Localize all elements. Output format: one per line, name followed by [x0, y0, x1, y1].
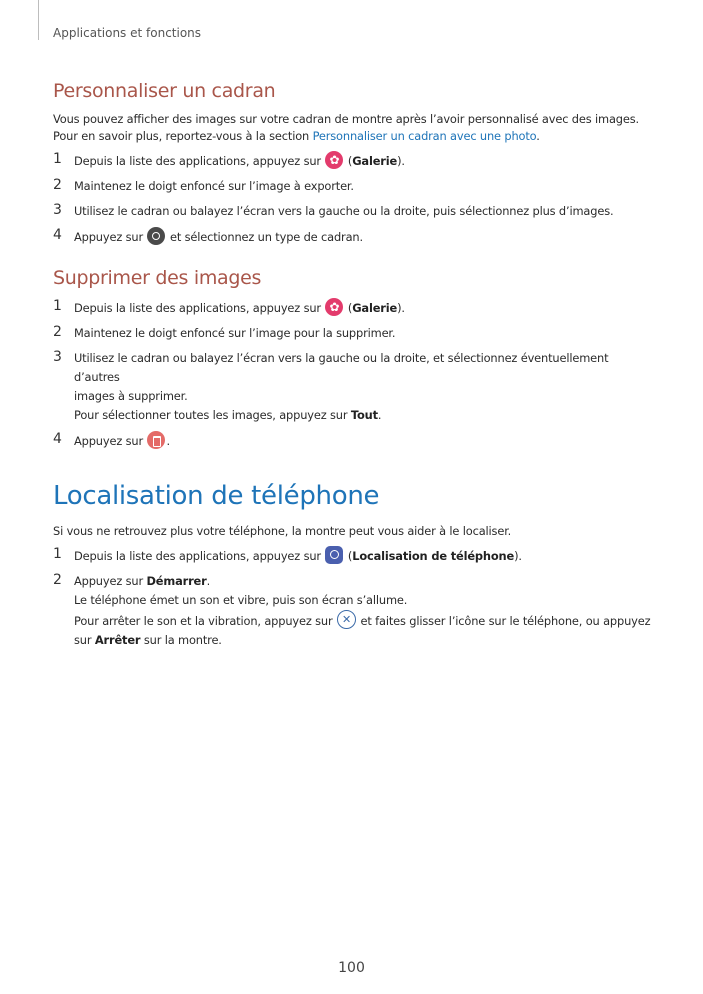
- section3-steps: [53, 546, 653, 650]
- list-item: 3 Utilisez le cadran ou balayez l’écran vers la gauche ou la droite, et sélectionnez éventuellement d’autres images à supprimer. Pour sélectionner toutes les images, appuyez sur Tout.: [53, 349, 609, 422]
- section1-intro: Vous pouvez afficher des images sur votre cadran de montre après l’avoir personnalisé avec des images. Pour en savoir plus, reportez-vous à la section Personnaliser un cadran avec une photo.: [53, 112, 639, 143]
- section-title-localisation: Localisation de téléphone: [53, 481, 380, 511]
- personnaliser-photo-link[interactable]: Personnaliser un cadran avec une photo: [312, 129, 537, 143]
- section-title-personnaliser: Personnaliser un cadran: [53, 80, 276, 102]
- list-item: 4 Appuyez sur et sélectionnez un type de cadran.: [53, 227, 363, 244]
- page-number: 100: [338, 960, 365, 976]
- gallery-icon: [325, 298, 343, 316]
- list-item: 1 Depuis la liste des applications, appuyez sur ✿ (Galerie).: [53, 151, 653, 171]
- page-content: [53, 80, 653, 656]
- list-item: 1 Depuis la liste des applications, appuyez sur ✿ (Galerie).: [53, 298, 653, 318]
- margin-rule: [38, 0, 39, 40]
- section-title-supprimer: Supprimer des images: [53, 267, 262, 289]
- trash-icon: [147, 431, 165, 449]
- gallery-icon: [325, 151, 343, 169]
- list-item: 2 Maintenez le doigt enfoncé sur l’image pour la supprimer.: [53, 324, 396, 340]
- section2-steps: [53, 298, 653, 451]
- list-item: 2 Maintenez le doigt enfoncé sur l’image à exporter.: [53, 177, 354, 193]
- settings-icon: [147, 227, 165, 245]
- list-item: 3 Utilisez le cadran ou balayez l’écran vers la gauche ou la droite, puis sélectionnez plus d’images.: [53, 202, 614, 218]
- close-icon: [337, 610, 356, 629]
- section1-steps: [53, 151, 653, 247]
- list-item: 4 Appuyez sur .: [53, 431, 170, 448]
- running-header: Applications et fonctions: [53, 26, 202, 40]
- section3-intro: Si vous ne retrouvez plus votre téléphone, la montre peut vous aider à le localiser.: [53, 524, 512, 538]
- list-item: 2 Appuyez sur Démarrer. Le téléphone émet un son et vibre, puis son écran s’allume. Pour arrêter le son et la vibration, appuyez sur ✕ et faites glisser l’icône sur le téléphone, ou appuyez sur Arrêter sur la montre.: [53, 572, 653, 650]
- find-phone-icon: [325, 546, 343, 564]
- list-item: 1 Depuis la liste des applications, appuyez sur (Localisation de téléphone).: [53, 546, 522, 563]
